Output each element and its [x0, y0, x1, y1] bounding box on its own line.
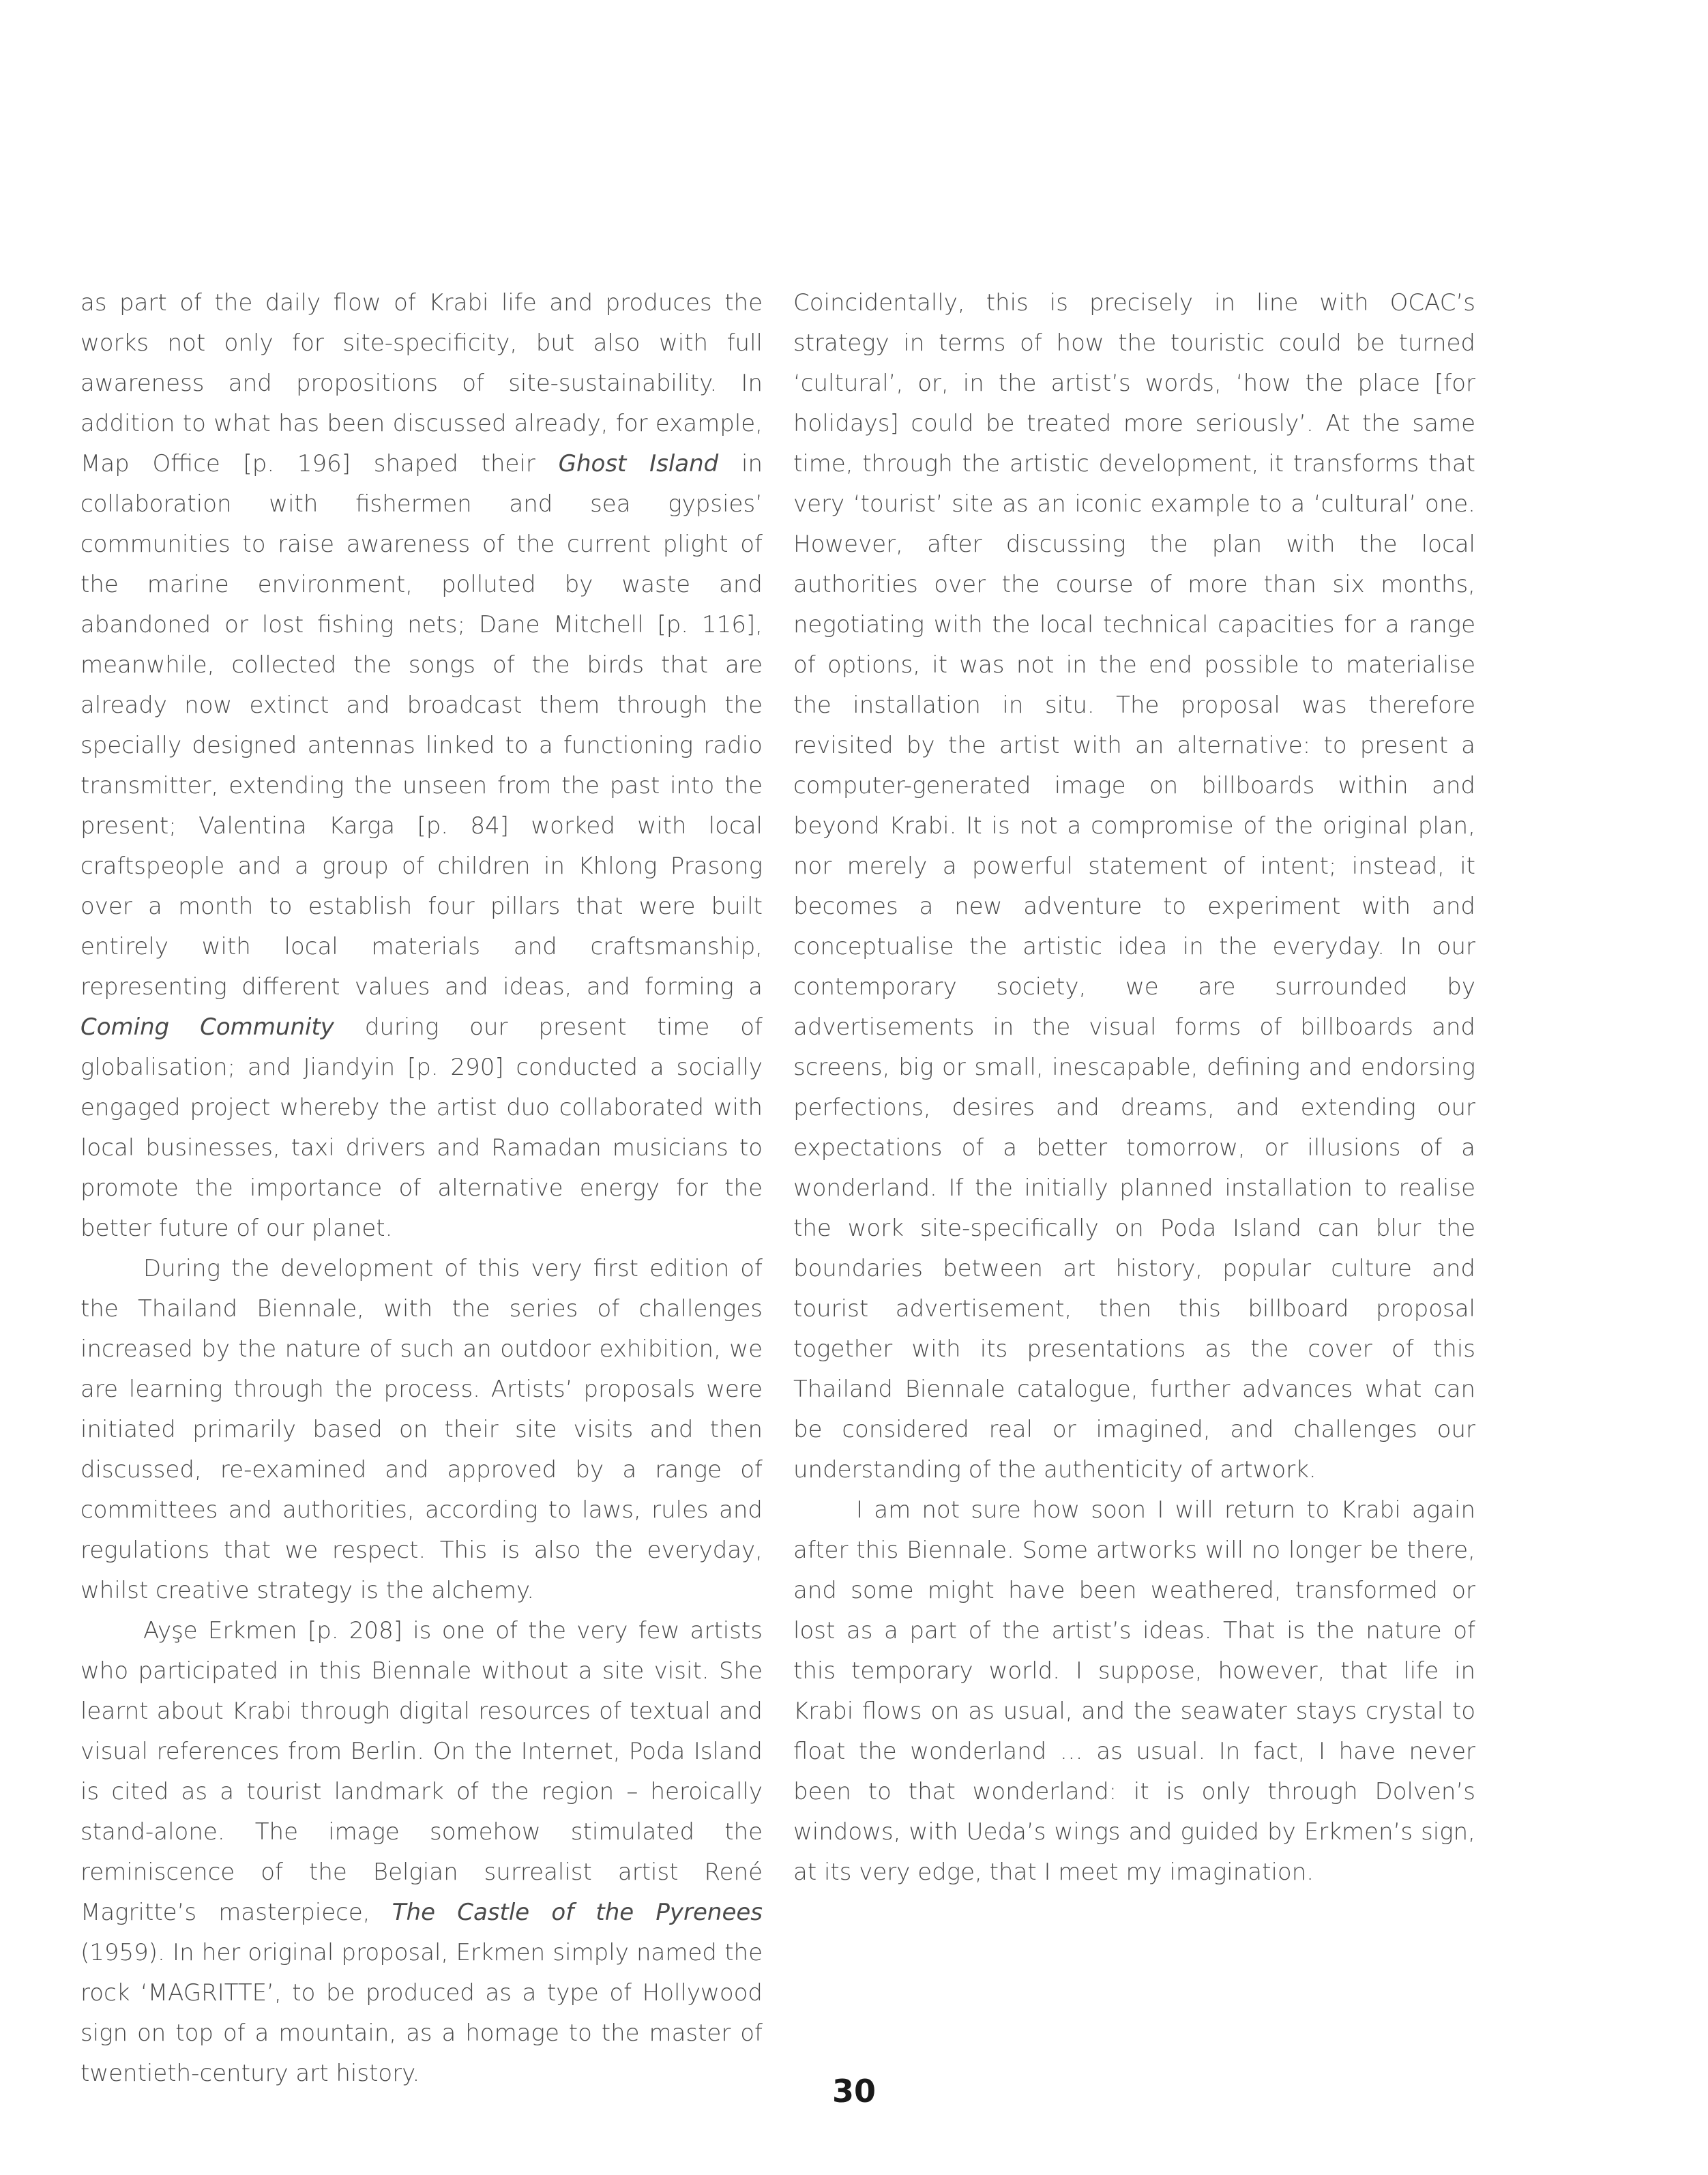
artwork-title-castle-of-the-pyrenees: The Castle of the Pyrenees [392, 1899, 763, 1926]
left-paragraph-3 [80, 1611, 763, 2094]
left-text-column [80, 283, 763, 2094]
artwork-title-ghost-island: Ghost Island [558, 450, 719, 477]
left-paragraph-1 [80, 283, 763, 1249]
page-number: 30 [831, 2073, 876, 2110]
text-run: in collaboration with fishermen and sea gypsies’ communities to raise awareness of the current plight of the marine environment, polluted by waste and abandoned or lost fishing nets; Dane Mitchell [p. 116], meanwhile, collected the songs of the birds that are already now extinct and broadcast them through the specially designed antennas linked to a functioning radio transmitter, extending the unseen from the past into the present; Valentina Karga [p. 84] worked with local craftspeople and a group of children in Khlong Prasong over a month to establish four pillars that were built entirely with local materials and craftsmanship, representing different values and ideas, and forming a [80, 450, 763, 1001]
right-text-column [793, 283, 1475, 1893]
text-run: as part of the daily flow of Krabi life and produces the works not only for site-specificity, but also with full awareness and propositions of site-sustainability. In addition to what has been discussed already, for example, Map Office [p. 196] shaped their [80, 289, 763, 477]
right-paragraph-2: I am not sure how soon I will return to Krabi again after this Biennale. Some artworks will no longer be there, and some might have been weathered, transformed or lost as a part of the artist’s ideas. That is the nature of this temporary world. I suppose, however, that life in Krabi flows on as usual, and the seawater stays crystal to float the wonderland … as usual. In fact, I have never been to that wonderland: it is only through Dolven’s windows, with Ueda’s wings and guided by Erkmen’s sign, at its very edge, that I meet my imagination. [793, 1496, 1475, 1886]
text-run: (1959). In her original proposal, Erkmen simply named the rock ‘MAGRITTE’, to be produced as a type of Hollywood sign on top of a mountain, as a homage to the master of twentieth-century art history. [80, 1939, 763, 2087]
text-run: during our present time of globalisation; and Jiandyin [p. 290] conducted a socially engaged project whereby the artist duo collaborated with local businesses, taxi drivers and Ramadan musicians to promote the importance of alternative energy for the better future of our planet. [80, 1013, 763, 1242]
artwork-title-coming-community: Coming Community [80, 1013, 334, 1041]
text-run: Ayşe Erkmen [p. 208] is one of the very few artists who participated in this Biennale without a site visit. She learnt about Krabi through digital resources of textual and visual references from Berlin. On the Internet, Poda Island is cited as a tourist landmark of the region – heroically stand-alone. The image somehow stimulated the reminiscence of the Belgian surrealist artist René Magritte’s masterpiece, [80, 1617, 763, 1926]
left-paragraph-2: During the development of this very first edition of the Thailand Biennale, with the series of challenges increased by the nature of such an outdoor exhibition, we are learning through the process. Artists’ proposals were initiated primarily based on their site visits and then discussed, re-examined and approved by a range of committees and authorities, according to laws, rules and regulations that we respect. This is also the everyday, whilst creative strategy is the alchemy. [80, 1255, 763, 1604]
right-paragraph-1: Coincidentally, this is precisely in line with OCAC’s strategy in terms of how the touristic could be turned ‘cultural’, or, in the artist’s words, ‘how the place [for holidays] could be treated more seriously’. At the same time, through the artistic development, it transforms that very ‘tourist’ site as an iconic example to a ‘cultural’ one. However, after discussing the plan with the local authorities over the course of more than six months, negotiating with the local technical capacities for a range of options, it was not in the end possible to materialise the installation in situ. The proposal was therefore revisited by the artist with an alternative: to present a computer-generated image on billboards within and beyond Krabi. It is not a compromise of the original plan, nor merely a powerful statement of intent; instead, it becomes a new adventure to experiment with and conceptualise the artistic idea in the everyday. In our contemporary society, we are surrounded by advertisements in the visual forms of billboards and screens, big or small, inescapable, defining and endorsing perfections, desires and dreams, and extending our expectations of a better tomorrow, or illusions of a wonderland. If the initially planned installation to realise the work site-specifically on Poda Island can blur the boundaries between art history, popular culture and tourist advertisement, then this billboard proposal together with its presentations as the cover of this Thailand Biennale catalogue, further advances what can be considered real or imagined, and challenges our understanding of the authenticity of artwork. [793, 289, 1475, 1483]
